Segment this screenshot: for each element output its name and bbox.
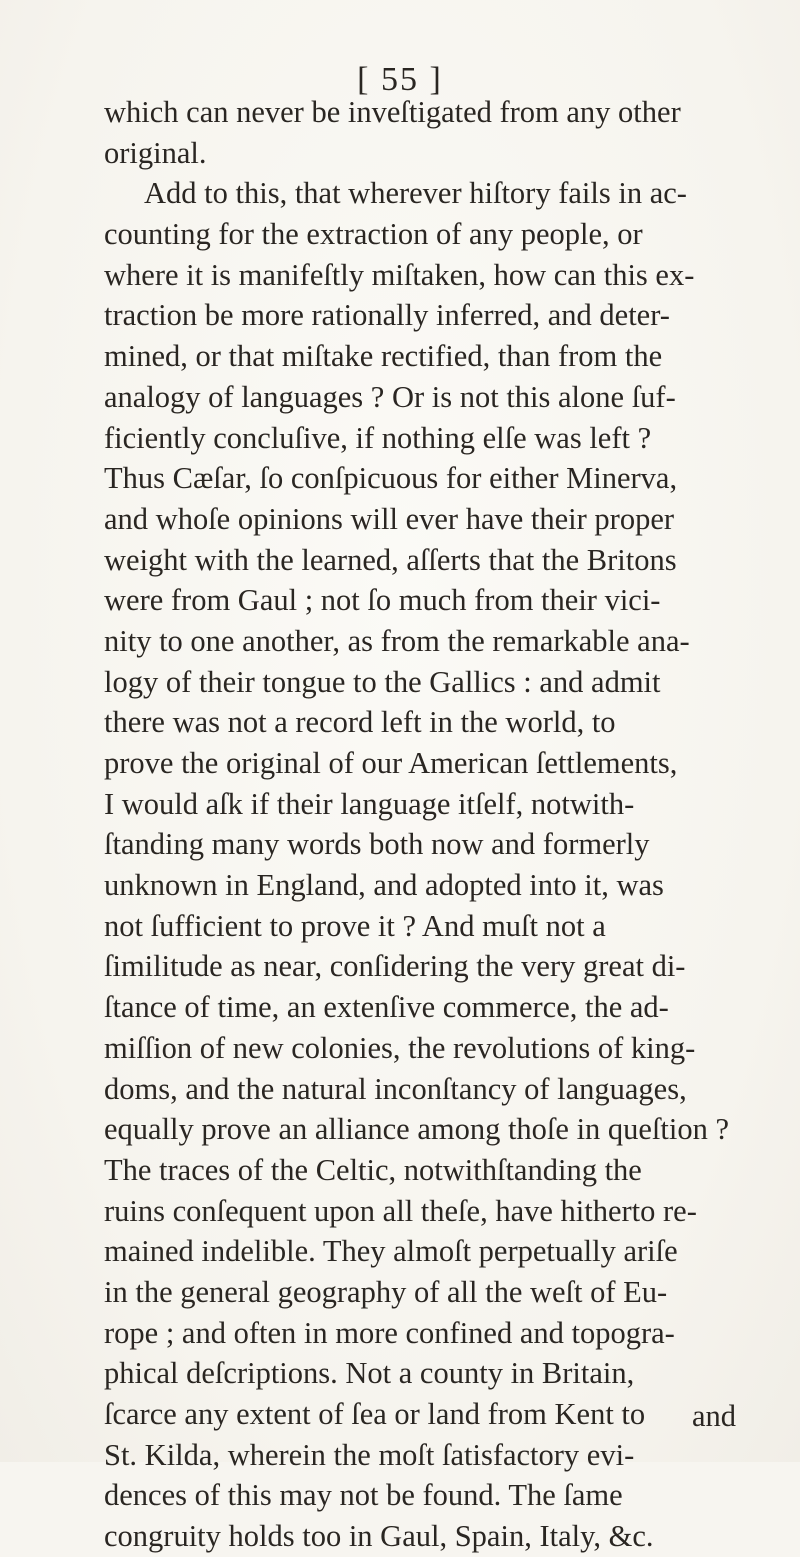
text-line: mined, or that miſtake rectified, than from the xyxy=(104,339,663,374)
text-line: doms, and the natural inconſtancy of languages, xyxy=(104,1071,687,1106)
text-line: phical deſcriptions. Not a county in Britain, xyxy=(104,1356,635,1391)
text-line: ſimilitude as near, conſidering the very great di- xyxy=(104,949,686,984)
text-line: Add to this, that wherever hiſtory fails in ac- xyxy=(144,176,687,211)
text-line: The traces of the Celtic, notwithſtanding the xyxy=(104,1152,642,1187)
text-line: unknown in England, and adopted into it, was xyxy=(104,868,664,903)
text-line: logy of their tongue to the Gallics : and admit xyxy=(104,664,661,699)
text-line: and whoſe opinions will ever have their proper xyxy=(104,501,675,536)
catchword: and xyxy=(691,1399,736,1433)
text-line: ſtanding many words both now and formerly xyxy=(104,827,650,862)
text-line: traction be more rationally inferred, and deter- xyxy=(104,298,670,333)
text-line: counting for the extraction of any people, or xyxy=(104,217,643,252)
text-line: in the general geography of all the weſt of Eu- xyxy=(104,1274,668,1309)
text-line: I would aſk if their language itſelf, notwith- xyxy=(104,786,635,821)
text-line: miſſion of new colonies, the revolutions of king- xyxy=(104,1030,696,1065)
text-line: ficiently concluſive, if nothing elſe was left ? xyxy=(104,420,652,455)
page-number: [ 55 ] xyxy=(357,61,443,98)
text-line: ruins conſequent upon all theſe, have hitherto re- xyxy=(104,1193,697,1228)
text-line: were from Gaul ; not ſo much from their vici- xyxy=(104,583,661,618)
body-text xyxy=(104,92,744,1557)
text-line: congruity holds too in Gaul, Spain, Italy, &c. xyxy=(104,1519,654,1554)
text-line: which can never be inveſtigated from any other xyxy=(104,95,681,129)
text-line: prove the original of our American ſettlements, xyxy=(104,746,678,780)
text-line: analogy of languages ? Or is not this alone ſuf- xyxy=(104,379,676,414)
text-line: Thus Cæſar, ſo conſpicuous for either Minerva, xyxy=(104,461,678,496)
text-line: not ſufficient to prove it ? And muſt not a xyxy=(104,908,606,943)
text-line: St. Kilda, wherein the moſt ſatisfactory evi- xyxy=(104,1437,635,1472)
text-line: where it is manifeſtly miſtaken, how can this ex- xyxy=(104,257,695,292)
text-line: rope ; and often in more confined and topogra- xyxy=(104,1315,675,1350)
text-line: there was not a record left in the world, to xyxy=(104,705,616,740)
text-line: mained indelible. They almoſt perpetually ariſe xyxy=(104,1234,678,1269)
text-line: dences of this may not be found. The ſame xyxy=(104,1478,623,1513)
text-line: weight with the learned, aſſerts that the Britons xyxy=(104,542,677,577)
text-line: equally prove an alliance among thoſe in queſtion ? xyxy=(104,1112,730,1147)
text-line: nity to one another, as from the remarkable ana- xyxy=(104,623,690,658)
text-line: ſcarce any extent of ſea or land from Kent to xyxy=(104,1397,646,1431)
text-line: ſtance of time, an extenſive commerce, the ad- xyxy=(104,990,669,1025)
text-line: original. xyxy=(104,135,207,170)
